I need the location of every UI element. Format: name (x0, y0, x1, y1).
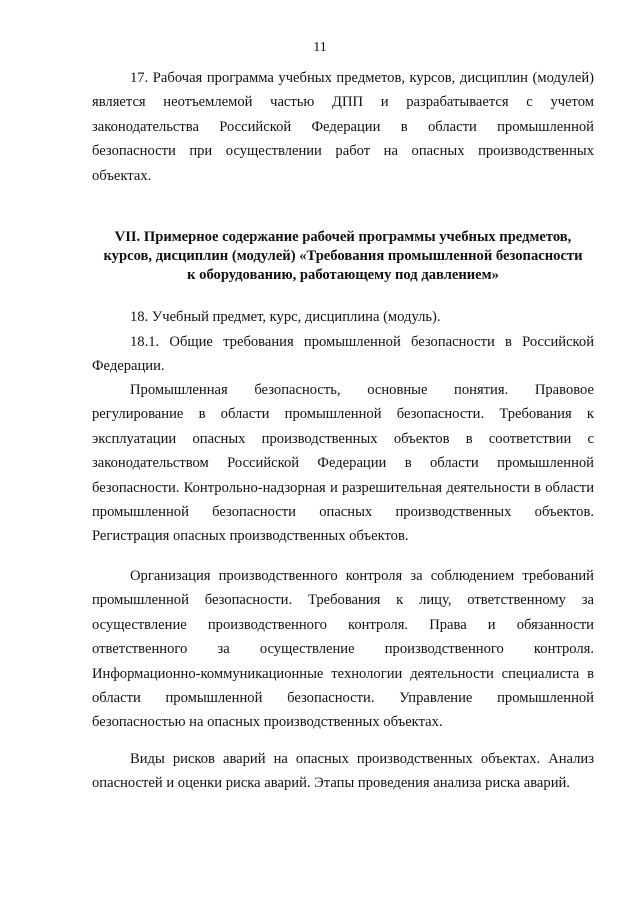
paragraph-industrial-safety-text: Промышленная безопасность, основные понятия. Правовое регулирование в области промышленной безопасности. Требования к эксплуатации опасных производственных объектов в соответствии с законодательством Российской Федерации в области промышленной безопасности. Контрольно-надзорная и разрешительная деятельности в области промышленной безопасности опасных производственных объектов. Регистрация опасных производственных объектов. (92, 382, 594, 545)
paragraph-18-1-text: 18.1. Общие требования промышленной безопасности в Российской Федерации. (92, 334, 594, 375)
paragraph-production-control-text: Организация производственного контроля за соблюдением требований промышленной безопасности. Требования к лицу, ответственному за осуществление производственного контроля. Права и обязанности ответственного за осуществление производственного контроля. Информационно-коммуникационные технологии деятельности специалиста в области промышленной безопасности. Управление промышленной безопасностью на опасных производственных объектах. (92, 568, 594, 731)
paragraph-18-1 (92, 330, 594, 379)
section-heading-line-3: к оборудованию, работающему под давлением» (187, 267, 499, 283)
paragraph-risk-types-text: Виды рисков аварий на опасных производственных объектах. Анализ опасностей и оценки риска аварий. Этапы проведения анализа риска аварий. (92, 751, 594, 792)
paragraph-industrial-safety (92, 378, 594, 549)
paragraph-production-control (92, 564, 594, 735)
paragraph-17 (92, 66, 594, 188)
section-heading-line-2: курсов, дисциплин (модулей) «Требования промышленной безопасности (103, 248, 583, 264)
paragraph-risk-types (92, 747, 594, 796)
page-number: 11 (313, 40, 327, 55)
section-heading (92, 228, 594, 285)
paragraph-17-text: 17. Рабочая программа учебных предметов, курсов, дисциплин (модулей) является неотъемлемой частью ДПП и разрабатывается с учетом законодательства Российской Федерации в области промышленной безопасности при осуществлении работ на опасных производственных объектах. (92, 70, 594, 184)
paragraph-18 (92, 305, 594, 329)
paragraph-18-text: 18. Учебный предмет, курс, дисциплина (модуль). (130, 309, 441, 325)
section-heading-line-1: VII. Примерное содержание рабочей программы учебных предметов, (114, 229, 572, 245)
